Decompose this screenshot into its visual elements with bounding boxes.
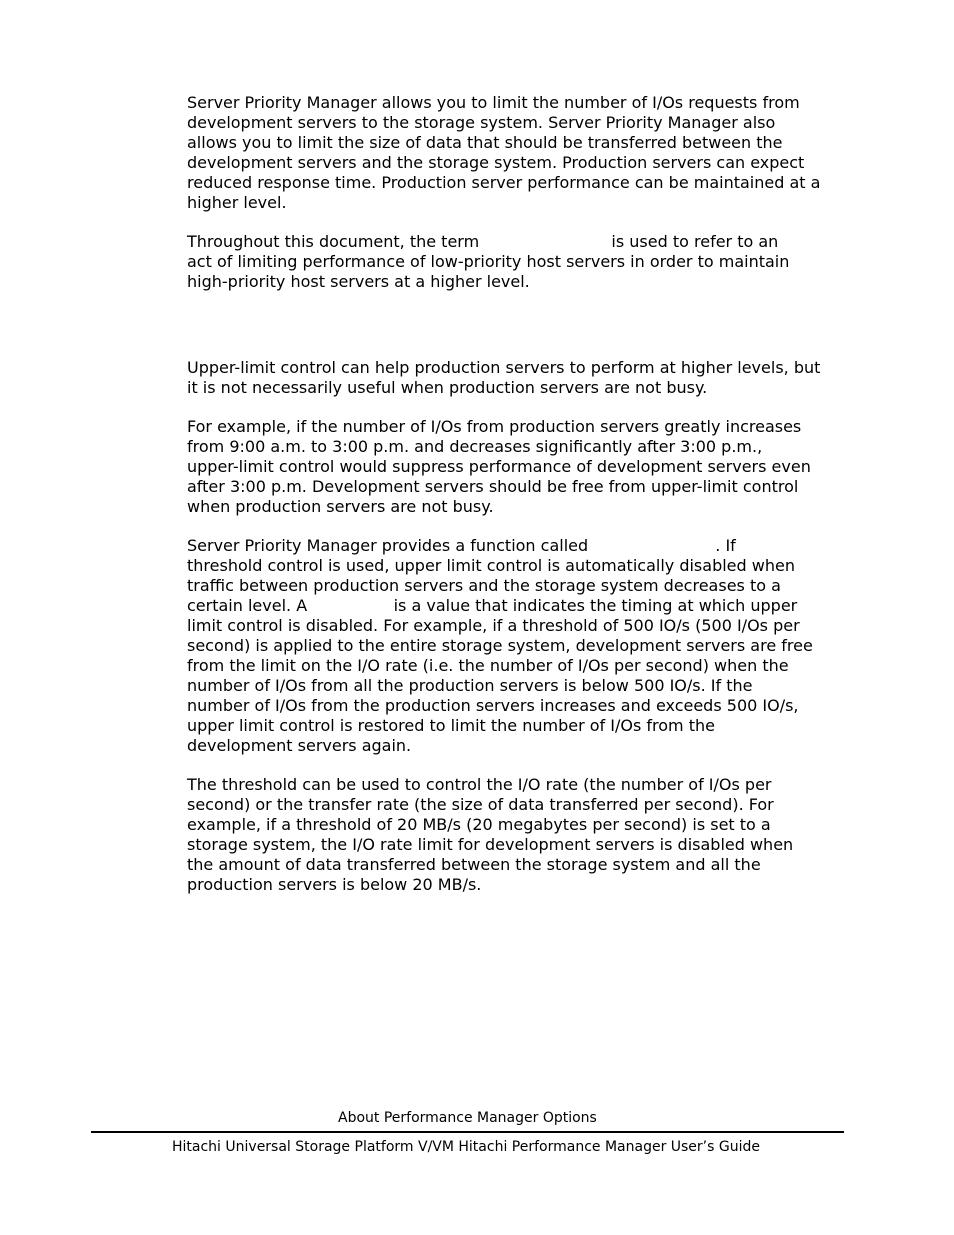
text-line: production servers is below 20 MB/s. [187,875,482,894]
text-line: act of limiting performance of low-priority host servers in order to maintain [187,252,790,271]
text-line: upper limit control is restored to limit the number of I/Os from the [187,716,715,735]
text-line: reduced response time. Production server performance can be maintained at a [187,173,821,192]
text-line: Throughout this document, the term is used to refer to an [187,232,779,251]
paragraph-threshold-control [187,536,852,756]
text-line: second) or the transfer rate (the size of data transferred per second). For [187,795,774,814]
paragraph-threshold-rate [187,775,852,895]
text-line: after 3:00 p.m. Development servers should be free from upper-limit control [187,477,799,496]
document-body [187,93,852,914]
text-line: upper-limit control would suppress performance of development servers even [187,457,811,476]
text-line: when production servers are not busy. [187,497,494,516]
text-line: high-priority host servers at a higher level. [187,272,530,291]
text-line: from the limit on the I/O rate (i.e. the number of I/Os per second) when the [187,656,789,675]
text-line: threshold control is used, upper limit control is automatically disabled when [187,556,795,575]
text-line: second) is applied to the entire storage system, development servers are free [187,636,813,655]
text-line: certain level. A is a value that indicates the timing at which upper [187,596,798,615]
text-line: development servers again. [187,736,412,755]
text-line: from 9:00 a.m. to 3:00 p.m. and decreases significantly after 3:00 p.m., [187,437,763,456]
text-line: limit control is disabled. For example, if a threshold of 500 IO/s (500 I/Os per [187,616,800,635]
text-line: development servers to the storage system. Server Priority Manager also [187,113,776,132]
paragraph-group-1 [187,93,852,292]
text-line: storage system, the I/O rate limit for development servers is disabled when [187,835,794,854]
paragraph-example [187,417,852,517]
paragraph-term-definition [187,232,852,292]
footer-section-title: About Performance Manager Options [338,1110,597,1126]
text-line: Server Priority Manager allows you to limit the number of I/Os requests from [187,93,800,112]
text-line: number of I/Os from all the production servers is below 500 IO/s. If the [187,676,753,695]
text-line: Upper-limit control can help production servers to perform at higher levels, but [187,358,821,377]
paragraph-upper-limit [187,358,852,398]
footer-divider [91,1131,844,1133]
text-line: example, if a threshold of 20 MB/s (20 megabytes per second) is set to a [187,815,771,834]
text-line: it is not necessarily useful when production servers are not busy. [187,378,708,397]
section-heading-gap [187,311,852,358]
text-line: traffic between production servers and the storage system decreases to a [187,576,781,595]
text-line: development servers and the storage system. Production servers can expect [187,153,805,172]
text-line: the amount of data transferred between the storage system and all the [187,855,761,874]
paragraph-group-2 [187,358,852,895]
text-line: higher level. [187,193,287,212]
paragraph-intro [187,93,852,213]
text-line: For example, if the number of I/Os from production servers greatly increases [187,417,802,436]
text-line: allows you to limit the size of data that should be transferred between the [187,133,783,152]
text-line: Server Priority Manager provides a function called . If [187,536,736,555]
text-line: The threshold can be used to control the I/O rate (the number of I/Os per [187,775,772,794]
text-line: number of I/Os from the production servers increases and exceeds 500 IO/s, [187,696,799,715]
footer-book-title: Hitachi Universal Storage Platform V/VM Hitachi Performance Manager User’s Guide [172,1139,760,1155]
